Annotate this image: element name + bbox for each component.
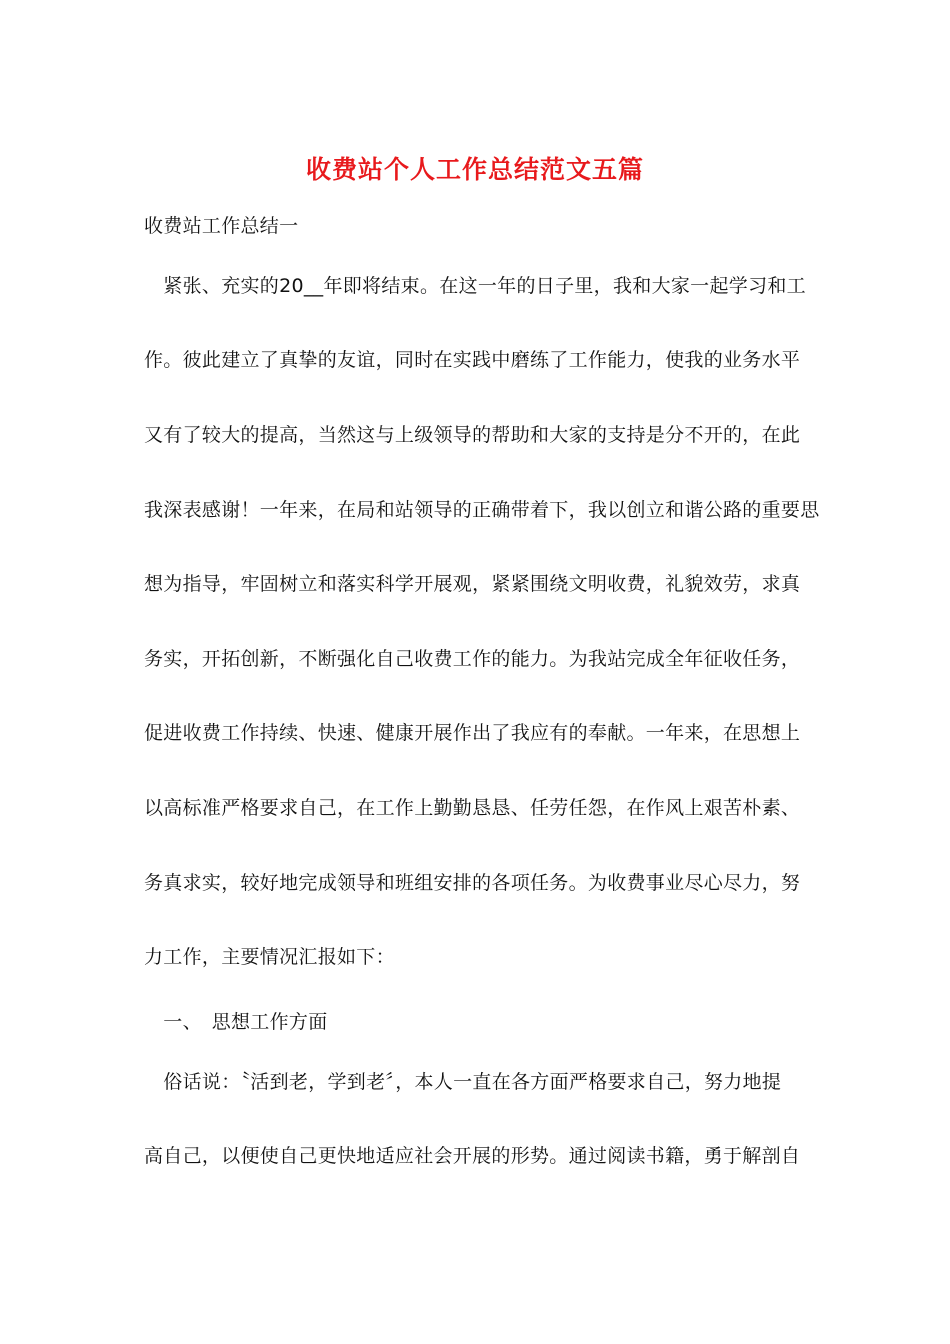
section-heading: 一、 思想工作方面 (144, 1011, 328, 1033)
paragraph-line: 高自己，以便使自己更快地适应社会开展的形势。通过阅读书籍，勇于解剖自 (144, 1145, 801, 1167)
paragraph-line: 想为指导，牢固树立和落实科学开展观，紧紧围绕文明收费，礼貌效劳，求真 (144, 573, 801, 595)
paragraph-line: 紧张、充实的20__年即将结束。在这一年的日子里，我和大家一起学习和工 (144, 275, 806, 297)
paragraph-line: 务真求实，较好地完成领导和班组安排的各项任务。为收费事业尽心尽力，努 (144, 872, 801, 894)
paragraph-line: 促进收费工作持续、快速、健康开展作出了我应有的奉献。一年来，在思想上 (144, 722, 801, 744)
paragraph-line: 俗话说：〝活到老，学到老〞，本人一直在各方面严格要求自己，努力地提 (144, 1071, 782, 1093)
paragraph-line: 务实，开拓创新，不断强化自己收费工作的能力。为我站完成全年征收任务， (144, 648, 801, 670)
paragraph-line: 又有了较大的提高，当然这与上级领导的帮助和大家的支持是分不开的，在此 (144, 424, 801, 446)
section-heading: 收费站工作总结一 (144, 215, 299, 237)
paragraph-line: 作。彼此建立了真挚的友谊，同时在实践中磨练了工作能力，使我的业务水平 (144, 349, 801, 371)
paragraph-line: 我深表感谢！一年来，在局和站领导的正确带着下，我以创立和谐公路的重要思 (144, 499, 820, 521)
paragraph-line: 以高标准严格要求自己，在工作上勤勤恳恳、任劳任怨，在作风上艰苦朴素、 (144, 797, 801, 819)
document-title: 收费站个人工作总结范文五篇 (305, 155, 644, 184)
paragraph-line: 力工作，主要情况汇报如下： (144, 946, 395, 968)
